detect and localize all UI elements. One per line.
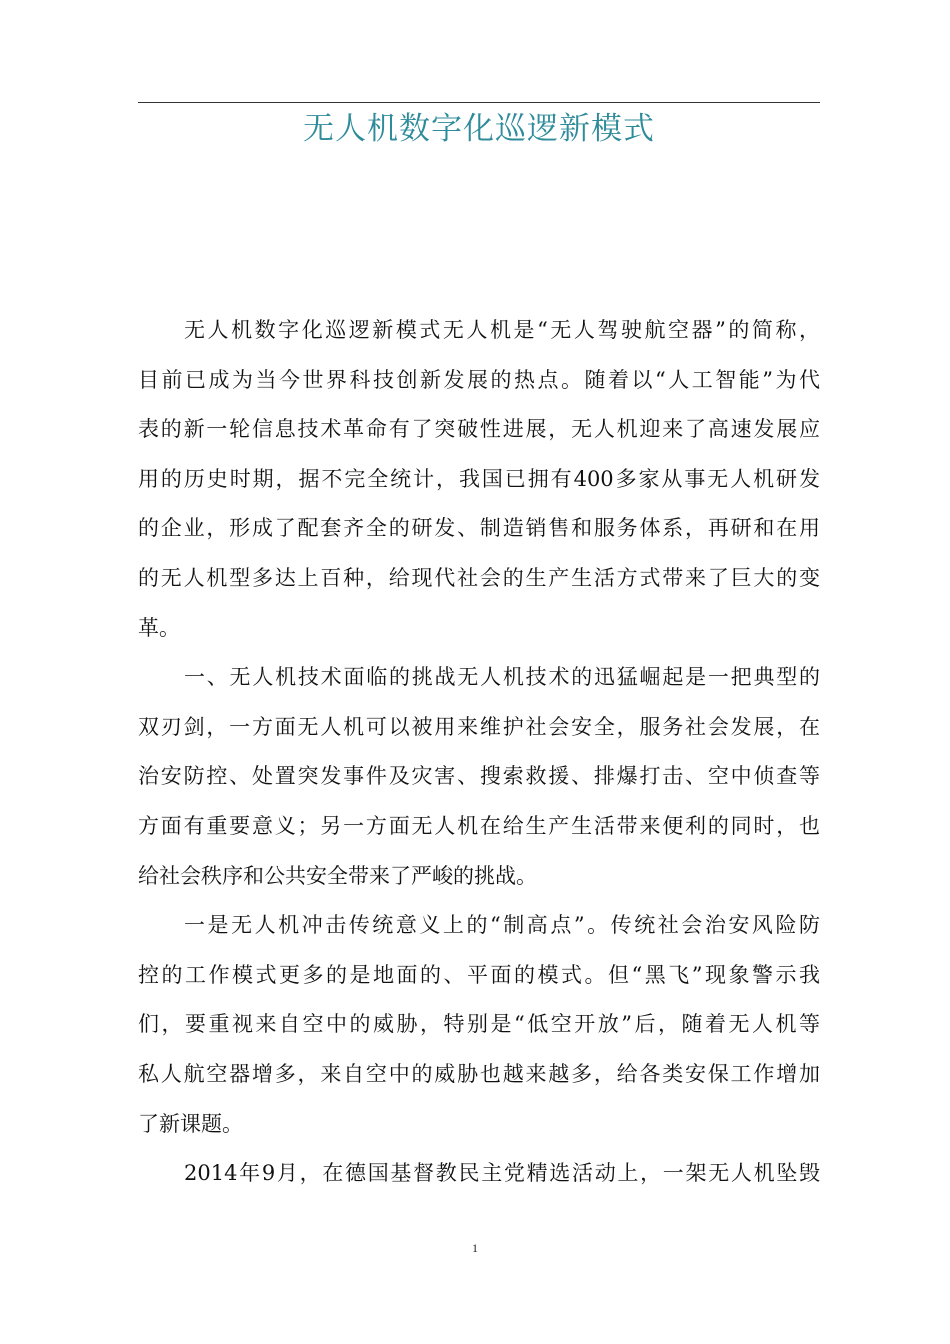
paragraph-line: 2014年9月，在德国基督教民主党精选活动上，一架无人机坠毁	[184, 1161, 820, 1186]
paragraph-line: 革。	[138, 615, 180, 640]
paragraph-1	[138, 306, 820, 653]
paragraph-line: 目前已成为当今世界科技创新发展的热点。随着以“人工智能”为代	[138, 367, 820, 392]
page-number: 1	[472, 1241, 478, 1255]
document-title: 无人机数字化巡逻新模式	[303, 111, 655, 147]
paragraph-line: 的无人机型多达上百种，给现代社会的生产生活方式带来了巨大的变	[138, 565, 820, 590]
paragraph-line: 无人机数字化巡逻新模式无人机是“无人驾驶航空器”的简称，	[184, 318, 820, 342]
paragraph-line: 治安防控、处置突发事件及灾害、搜索救援、排爆打击、空中侦查等	[138, 764, 820, 789]
paragraph-line: 一、无人机技术面临的挑战无人机技术的迅猛崛起是一把典型的	[184, 665, 820, 690]
paragraph-line: 了新课题。	[138, 1111, 243, 1136]
paragraph-line: 控的工作模式更多的是地面的、平面的模式。但“黑飞”现象警示我	[138, 962, 820, 987]
paragraph-3	[138, 901, 820, 1149]
paragraph-line: 一是无人机冲击传统意义上的“制高点”。传统社会治安风险防	[184, 913, 820, 938]
paragraph-line: 用的历史时期，据不完全统计，我国已拥有400多家从事无人机研发	[138, 466, 820, 491]
paragraph-line: 表的新一轮信息技术革命有了突破性进展，无人机迎来了高速发展应	[138, 417, 820, 442]
paragraph-line: 给社会秩序和公共安全带来了严峻的挑战。	[138, 863, 537, 888]
paragraph-4	[138, 1149, 820, 1199]
paragraph-line: 私人航空器增多，来自空中的威胁也越来越多，给各类安保工作增加	[138, 1061, 820, 1086]
paragraph-line: 方面有重要意义；另一方面无人机在给生产生活带来便利的同时，也	[138, 813, 820, 838]
paragraph-line: 双刃剑，一方面无人机可以被用来维护社会安全，服务社会发展，在	[138, 714, 820, 739]
paragraph-line: 的企业，形成了配套齐全的研发、制造销售和服务体系，再研和在用	[138, 516, 820, 541]
header-rule	[138, 102, 820, 103]
paragraph-2	[138, 653, 820, 901]
paragraph-line: 们，要重视来自空中的威胁，特别是“低空开放”后，随着无人机等	[138, 1012, 820, 1037]
document-body	[138, 306, 820, 1199]
